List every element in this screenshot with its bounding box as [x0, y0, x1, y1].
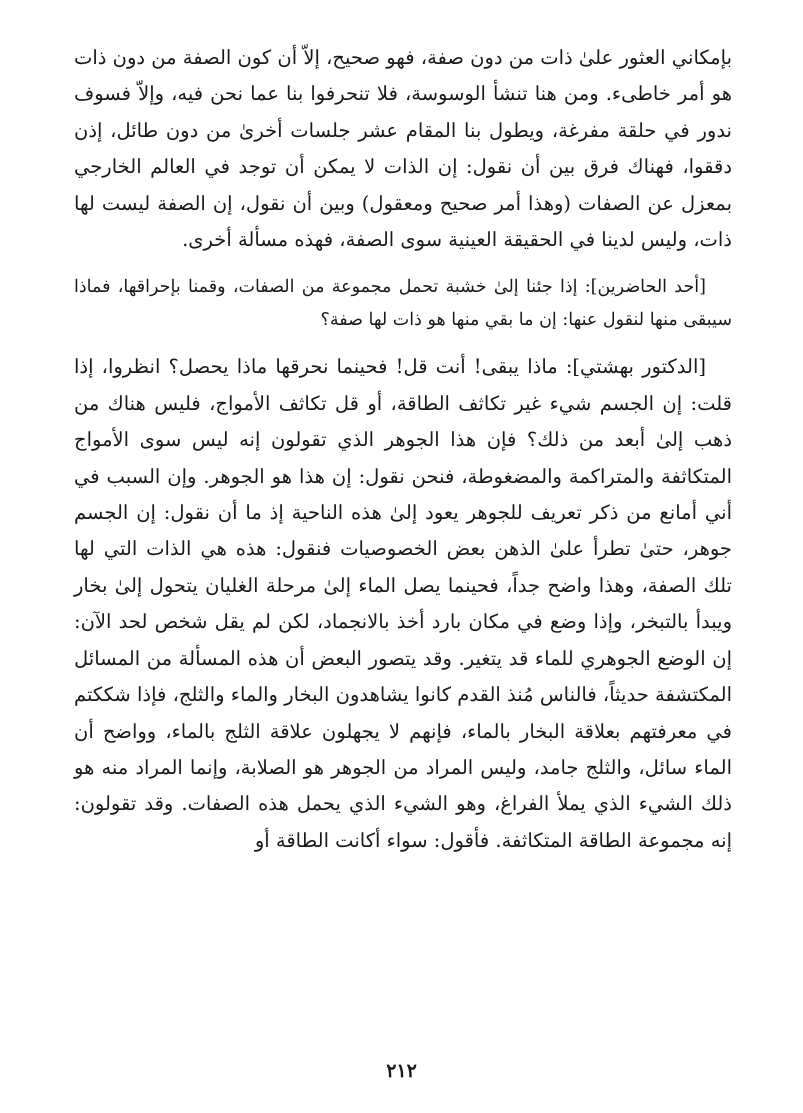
page-number: ٢١٢	[386, 1060, 417, 1082]
paragraph-answer: [الدكتور بهشتي]: ماذا يبقى! أنت قل! فحينما نحرقها ماذا يحصل؟ انظروا، إذا قلت: إن الجسم شيء غير تكاثف الطاقة، أو قل تكاثف الأمواج، فليس هناك من ذهب إلىٰ أبعد من ذلك؟ فإن هذا الجوهر الذي تقولون إنه ليس سوى الأمواج المتكاثفة والمتراكمة والمضغوطة، فنحن نقول: إن هذا هو الجوهر. وإن السبب في أني أمانع من ذكر تعريف للجوهر يعود إلىٰ هذه الناحية إذ ما أن نقول: إن الجسم جوهر، حتىٰ تطرأ علىٰ الذهن بعض الخصوصيات فنقول: هذه هي الذات التي لها تلك الصفة، وهذا واضح جداً، فحينما يصل الماء إلىٰ مرحلة الغليان يتحول إلىٰ بخار ويبدأ بالتبخر، وإذا وضع في مكان بارد أخذ بالانجماد، لكن لم يقل شخص لحد الآن: إن الوضع الجوهري للماء قد يتغير. وقد يتصور البعض أن هذه المسألة من المسائل المكتشفة حديثاً، فالناس مُنذ القدم كانوا يشاهدون البخار والماء والثلج، فإذا شككتم في معرفتهم بعلاقة البخار بالماء، فإنهم لا يجهلون علاقة الثلج بالماء، وواضح أن الماء سائل، والثلج جامد، وليس المراد من الجوهر هو الصلابة، وإنما المراد منه هو ذلك الشيء الذي يملأ الفراغ، وهو الشيء الذي يحمل هذه الصفات. وقد تقولون: إنه مجموعة الطاقة المتكاثفة. فأقول: سواء أكانت الطاقة أو	[74, 355, 732, 852]
page-body	[74, 40, 732, 859]
paragraph-question: [أحد الحاضرين]: إذا جئنا إلىٰ خشبة تحمل مجموعة من الصفات، وقمنا بإحراقها، فماذا سيبقى منها لنقول عنها: إن ما بقي منها هو ذات لها صفة؟	[74, 277, 732, 331]
paragraph-continuation: بإمكاني العثور علىٰ ذات من دون صفة، فهو صحيح، إلاّ أن كون الصفة من دون ذات هو أمر خاطىء. ومن هنا تنشأ الوسوسة، فلا تنحرفوا بنا عما نحن فيه، وإلاّ فسوف ندور في حلقة مفرغة، ويطول بنا المقام عشر جلسات أخرىٰ من دون طائل، إذن دققوا، فهناك فرق بين أن نقول: إن الذات لا يمكن أن توجد في العالم الخارجي بمعزل عن الصفات (وهذا أمر صحيح ومعقول) وبين أن نقول، إن الصفة ليست لها ذات، وليس لدينا في الحقيقة العينية سوى الصفة، فهذه مسألة أخرى.	[73, 46, 732, 252]
